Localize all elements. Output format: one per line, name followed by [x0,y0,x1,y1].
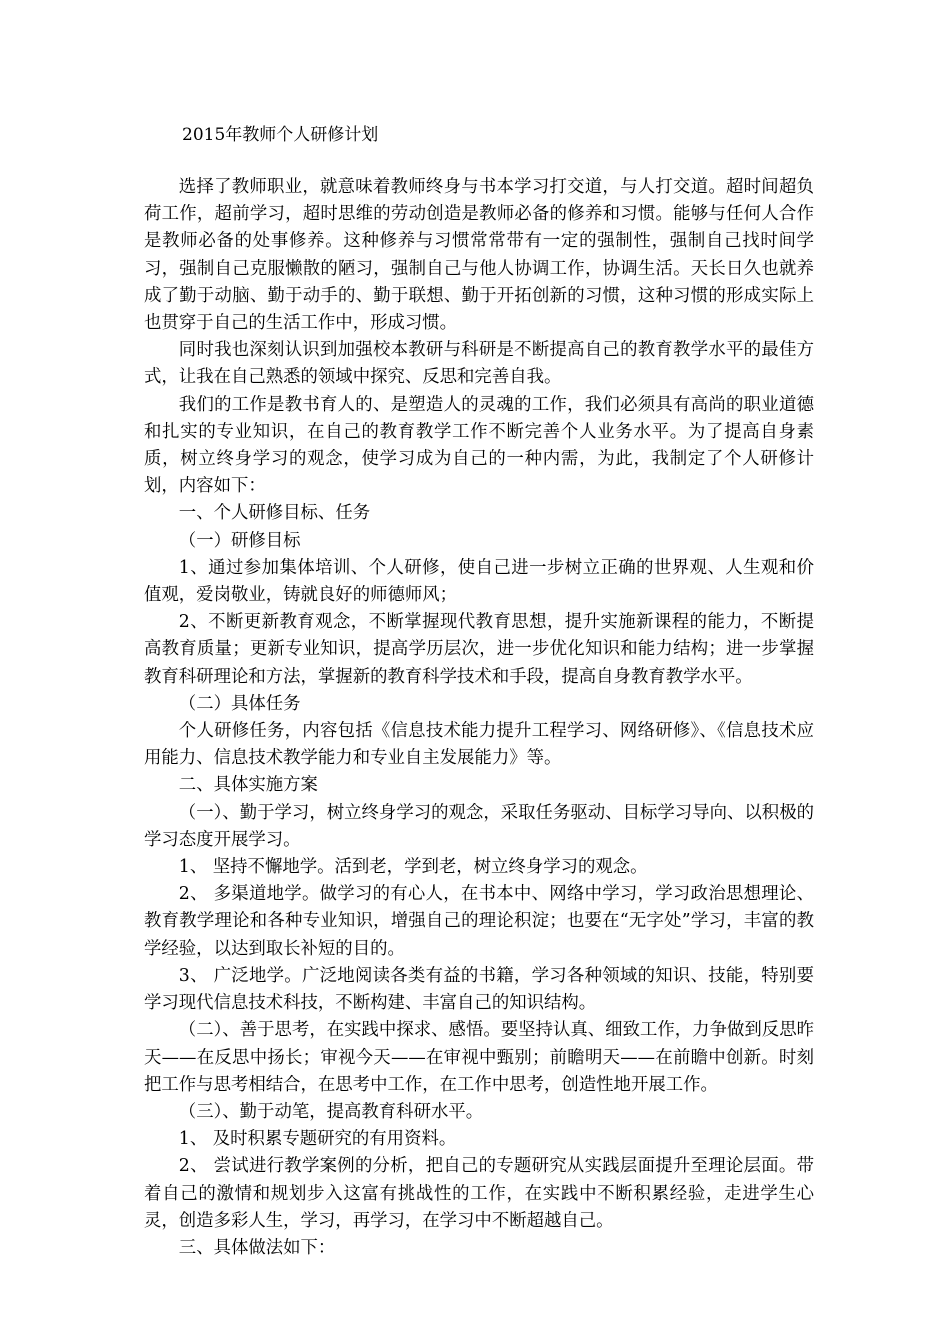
subsection-heading-goals: （一）研修目标 [178,530,301,551]
paragraph-intro: 选择了教师职业，就意味着教师终身与书本学习打交道，与人打交道。超时间超负荷工作，超前学习，超时思维的劳动创造是教师必备的修养和习惯。能够与任何人合作是教师必备的处事修养。这种修养与习惯常常带有一定的强制性，强制自己找时间学习，强制自己克服懒散的陋习，强制自己与他人协调工作，协调生活。天长日久也就养成了勤于动脑、勤于动手的、勤于联想、勤于开拓创新的习惯，这种习惯的形成实际上也贯穿于自己的生活工作中，形成习惯。 [144,177,814,334]
list-item-writing-2: 2、 尝试进行教学案例的分析，把自己的专题研究从实践层面提升至理论层面。带着自己的激情和规划步入这富有挑战性的工作，在实践中不断积累经验，走进学生心灵，创造多彩人生，学习，再学习，在学习中不断超越自己。 [144,1156,814,1231]
list-item-learning-1: 1、 坚持不懈地学。活到老，学到老，树立终身学习的观念。 [178,857,648,878]
paragraph-tasks: 个人研修任务，内容包括《信息技术能力提升工程学习、网络研修》、《信息技术应用能力、信息技术教学能力和专业自主发展能力》等。 [144,721,814,769]
paragraph-work-ethics: 我们的工作是教书育人的、是塑造人的灵魂的工作，我们必须具有高尚的职业道德和扎实的专业知识，在自己的教育教学工作不断完善个人业务水平。为了提高自身素质，树立终身学习的观念，使学习成为自己的一种内需，为此，我制定了个人研修计划，内容如下： [144,394,814,497]
list-item-goal-2: 2、不断更新教育观念，不断掌握现代教育思想，提升实施新课程的能力，不断提高教育质量；更新专业知识，提高学历层次，进一步优化知识和能力结构；进一步掌握教育科研理论和方法，掌握新的教育科学技术和手段，提高自身教育教学水平。 [144,612,814,687]
section-heading-implementation: 二、具体实施方案 [178,775,318,796]
subsection-diligent-learning: （一）、勤于学习，树立终身学习的观念，采取任务驱动、目标学习导向、以积极的学习态度开展学习。 [144,802,814,850]
document-body [144,174,814,1262]
paragraph-school-research: 同时我也深刻认识到加强校本教研与科研是不断提高自己的教育教学水平的最佳方式，让我在自己熟悉的领域中探究、反思和完善自我。 [144,340,814,388]
subsection-writing: （三）、勤于动笔，提高教育科研水平。 [178,1101,484,1122]
document-title: 2015年教师个人研修计划 [182,125,379,145]
list-item-learning-2: 2、 多渠道地学。做学习的有心人，在书本中、网络中学习，学习政治思想理论、教育教学理论和各种专业知识，增强自己的理论积淀；也要在“无字处”学习，丰富的教学经验，以达到取长补短的目的。 [144,884,814,959]
section-heading-goals-tasks: 一、个人研修目标、任务 [178,503,371,524]
subsection-thinking: （二）、善于思考，在实践中探求、感悟。要坚持认真、细致工作，力争做到反思昨天——在反思中扬长；审视今天——在审视中甄别；前瞻明天——在前瞻中创新。时刻把工作与思考相结合，在思考中工作，在工作中思考，创造性地开展工作。 [144,1020,814,1095]
subsection-heading-tasks: （二）具体任务 [178,693,301,714]
section-heading-practices: 三、具体做法如下： [178,1237,336,1258]
list-item-learning-3: 3、 广泛地学。广泛地阅读各类有益的书籍，学习各种领域的知识、技能，特别要学习现代信息技术科技，不断构建、丰富自己的知识结构。 [144,965,814,1014]
list-item-writing-1: 1、 及时积累专题研究的有用资料。 [178,1129,457,1150]
list-item-goal-1: 1、通过参加集体培训、个人研修，使自己进一步树立正确的世界观、人生观和价值观，爱岗敬业，铸就良好的师德师风； [144,557,814,606]
